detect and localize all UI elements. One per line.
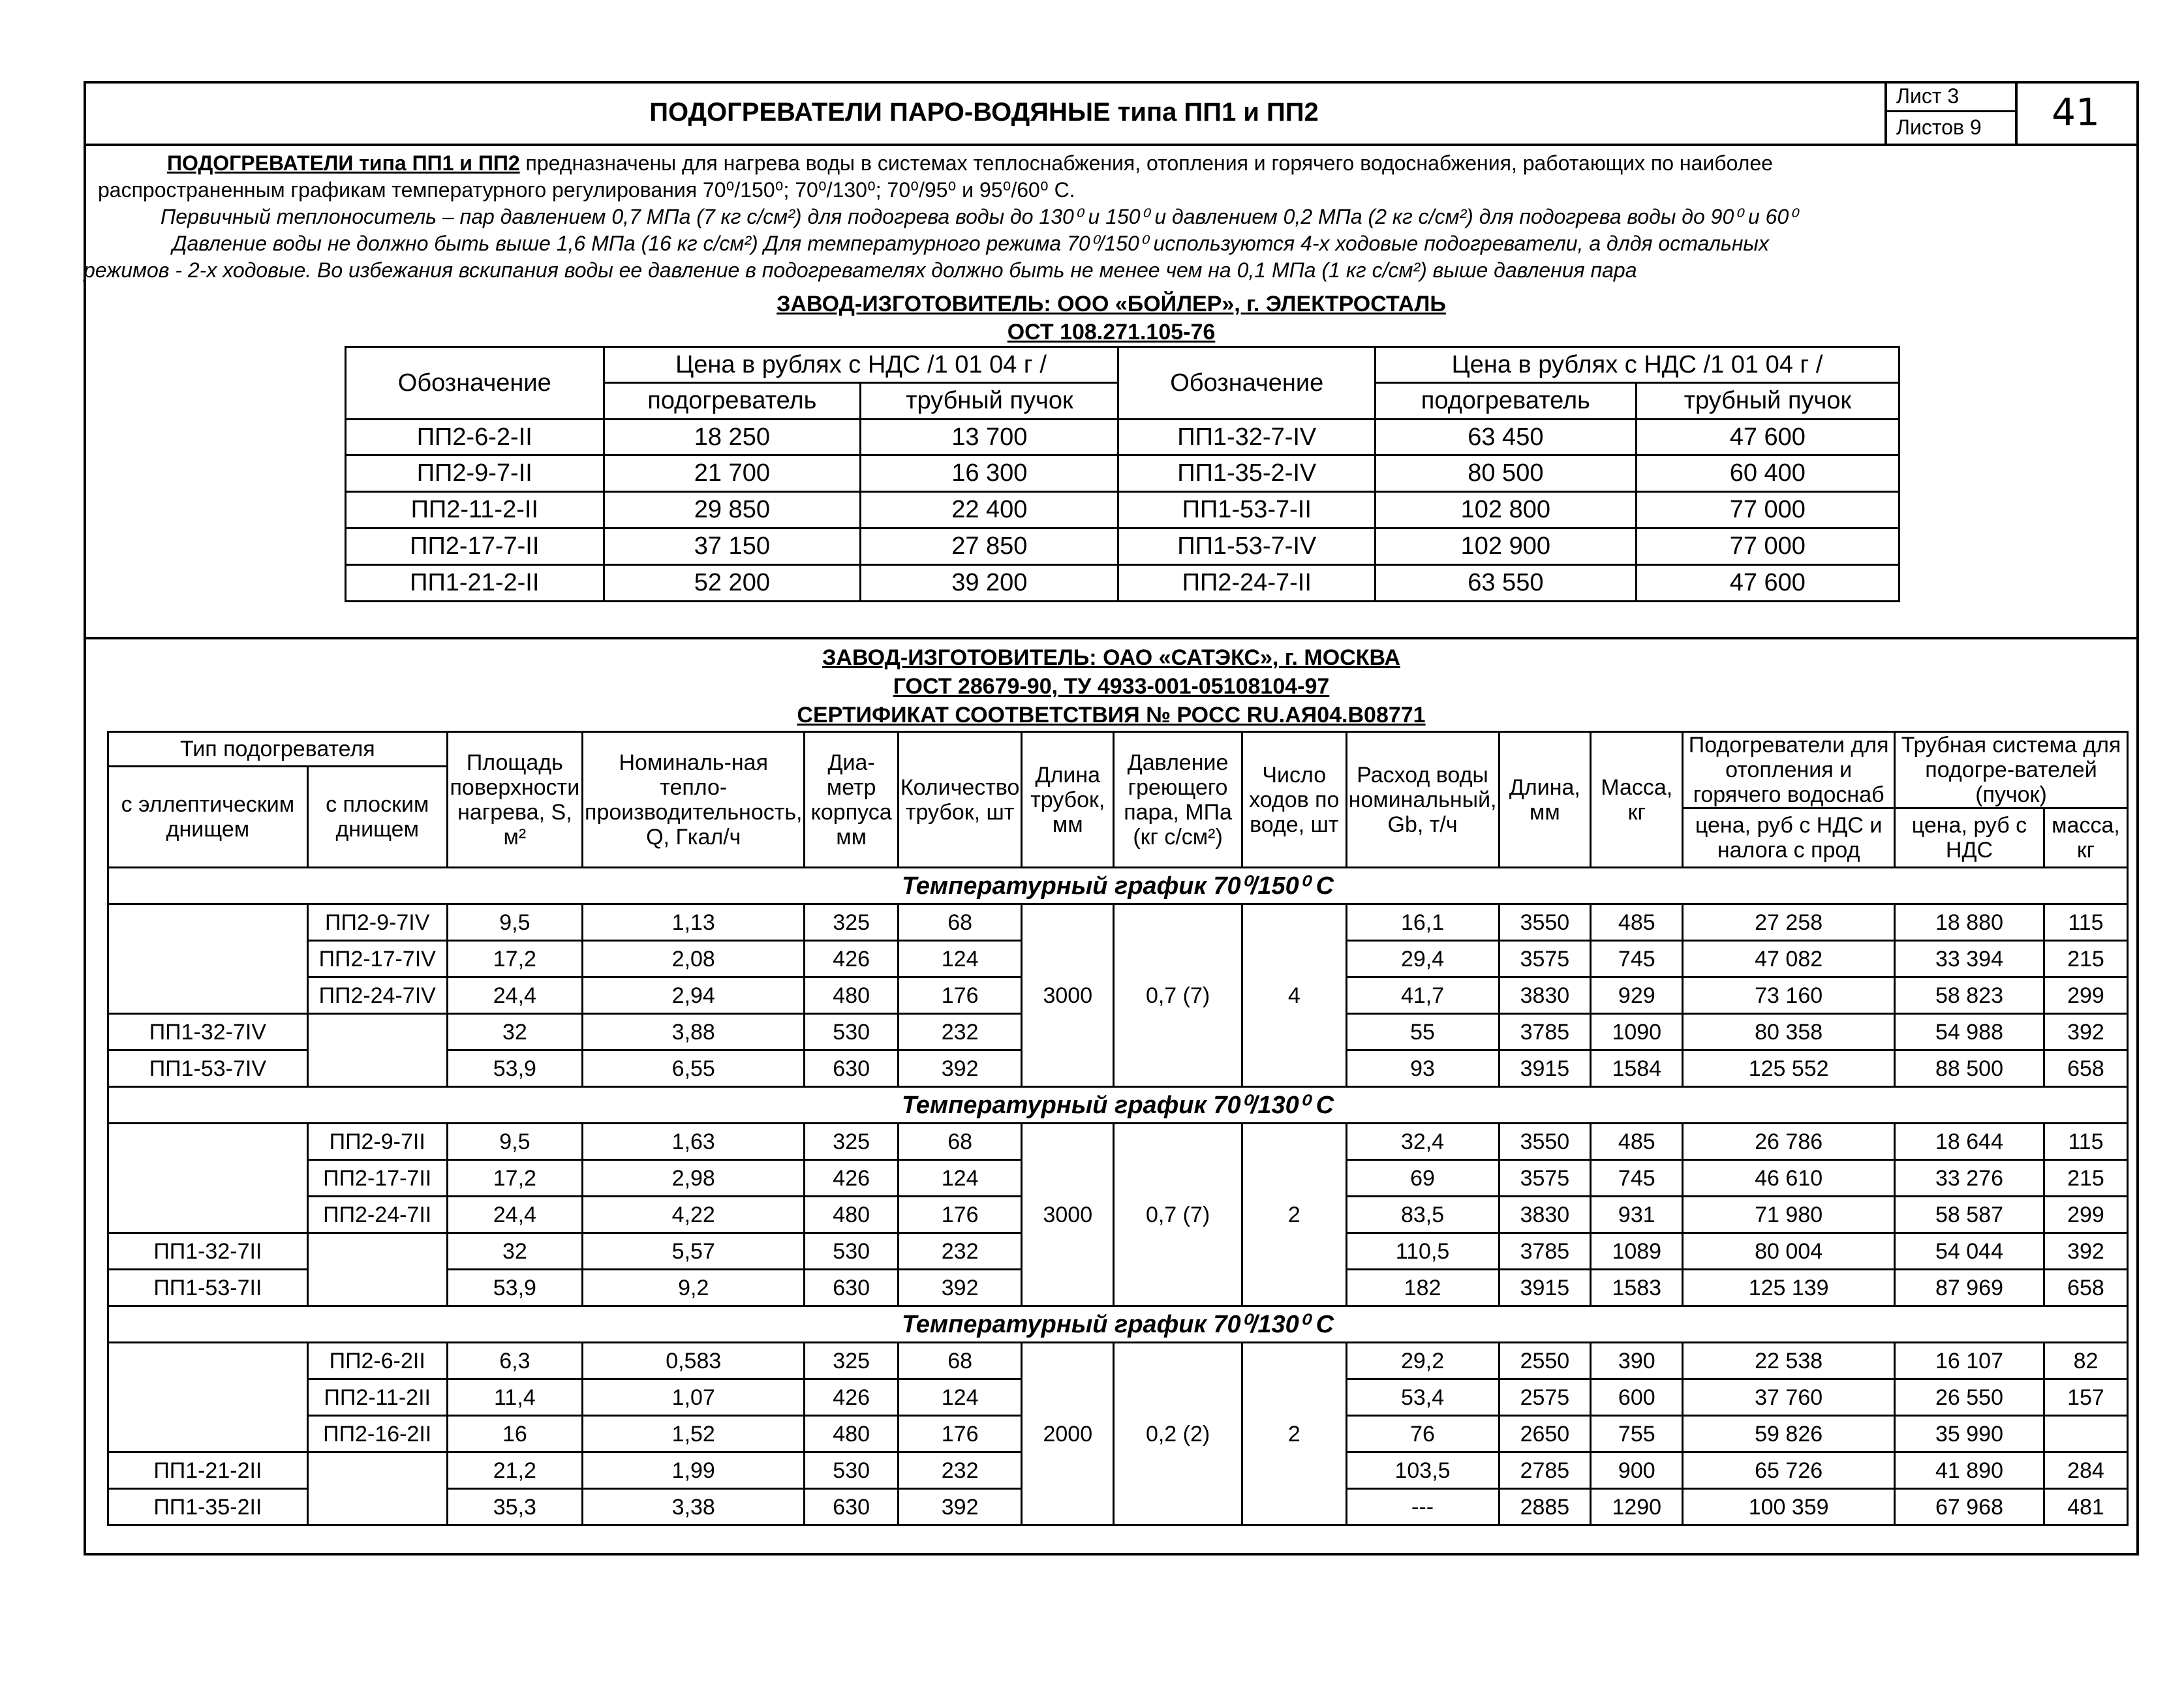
cell-diameter: 480 <box>805 1416 898 1452</box>
cell-heater-price: 125 139 <box>1683 1270 1895 1306</box>
cell-tubes: 232 <box>898 1233 1022 1270</box>
cell-pressure: 0,7 (7) <box>1114 904 1242 1087</box>
cell-tube-length: 3000 <box>1022 904 1114 1087</box>
table-row <box>108 904 2128 941</box>
h-mass: Масса, кг <box>1591 732 1683 868</box>
cell-capacity: 1,63 <box>583 1124 805 1160</box>
cell-bundle-price: 18 880 <box>1895 904 2044 941</box>
table-cell: 13 700 <box>861 420 1118 455</box>
h-flat: с плоским днищем <box>307 767 447 868</box>
cell-area: 6,3 <box>447 1343 582 1379</box>
intro-sentence: предназначены для нагрева воды в системах теплоснабжения, отопления и горячего водоснабжения, работающих по наиболее <box>519 151 1773 175</box>
cell-mass: 931 <box>1591 1197 1683 1233</box>
col-heater-1: подогреватель <box>604 383 861 420</box>
band-row <box>108 1306 2128 1343</box>
cell-flat: ПП2-17-7IV <box>307 941 447 977</box>
h-elliptic: с эллептическим днищем <box>108 767 308 868</box>
h-pressure: Давление греющего пара, МПа (кг с/см²) <box>1114 732 1242 868</box>
cell-area: 32 <box>447 1014 582 1050</box>
cell-capacity: 1,07 <box>583 1379 805 1416</box>
table-cell: ПП2-17-7-II <box>346 529 604 565</box>
cell-elliptic: ПП1-32-7IV <box>108 1014 308 1050</box>
cell-bundle-price: 33 394 <box>1895 941 2044 977</box>
cell-bundle-mass: 115 <box>2044 1124 2127 1160</box>
table-cell: ПП2-11-2-II <box>346 492 604 529</box>
cell-flat <box>307 1014 447 1087</box>
temperature-band: Температурный график 70⁰/130⁰ С <box>108 1087 2128 1124</box>
table-cell: 27 850 <box>861 529 1118 565</box>
h-capacity: Номиналь-ная тепло-производительность, Q, Гкал/ч <box>583 732 805 868</box>
cell-mass: 745 <box>1591 941 1683 977</box>
h-passes: Число ходов по воде, шт <box>1242 732 1347 868</box>
cell-area: 35,3 <box>447 1489 582 1525</box>
cell-area: 32 <box>447 1233 582 1270</box>
cell-heater-price: 71 980 <box>1683 1197 1895 1233</box>
cell-mass: 900 <box>1591 1452 1683 1489</box>
table-cell: ПП2-9-7-II <box>346 455 604 492</box>
table-cell: 102 800 <box>1376 492 1637 529</box>
h-bundle-system: Трубная система для подогре-вателей (пучок) <box>1895 732 2128 808</box>
cell-area: 53,9 <box>447 1270 582 1306</box>
cell-capacity: 3,88 <box>583 1014 805 1050</box>
cell-diameter: 426 <box>805 1160 898 1197</box>
cell-heater-price: 59 826 <box>1683 1416 1895 1452</box>
cell-elliptic <box>108 1124 308 1233</box>
temperature-band: Температурный график 70⁰/130⁰ С <box>108 1306 2128 1343</box>
cell-heater-price: 47 082 <box>1683 941 1895 977</box>
cell-tubes: 68 <box>898 1343 1022 1379</box>
cell-area: 9,5 <box>447 1124 582 1160</box>
intro-line-4: Давление воды не должно быть выше 1,6 МПа (16 кг с/см²) Для температурного режима 70⁰/150⁰ используются 4-х ходовые подогреватели, а длдя остальных <box>172 232 1769 255</box>
cell-length: 3830 <box>1499 977 1591 1014</box>
temperature-band: Температурный график 70⁰/150⁰ С <box>108 868 2128 904</box>
table-cell: ПП1-21-2-II <box>346 565 604 602</box>
table-row <box>346 529 1899 565</box>
cell-bundle-price: 58 587 <box>1895 1197 2044 1233</box>
table-cell: 102 900 <box>1376 529 1637 565</box>
intro-line-5: режимов - 2-х ходовые. Во избежания вскипания воды ее давление в подогревателях должно быть не менее чем на 0,1 МПа (1 кг с/см²) выше давления пара <box>84 258 1637 282</box>
cell-mass: 745 <box>1591 1160 1683 1197</box>
intro-heading: ПОДОГРЕВАТЕЛИ типа ПП1 и ПП2 <box>167 151 520 175</box>
table-row <box>346 492 1899 529</box>
table-row <box>108 1124 2128 1160</box>
sheet-info <box>1884 81 2015 144</box>
h-area: Площадь поверхности нагрева, S, м² <box>447 732 582 868</box>
cell-mass: 1090 <box>1591 1014 1683 1050</box>
cell-bundle-mass: 299 <box>2044 977 2127 1014</box>
cell-bundle-mass: 284 <box>2044 1452 2127 1489</box>
cell-heater-price: 37 760 <box>1683 1379 1895 1416</box>
cell-length: 3915 <box>1499 1270 1591 1306</box>
table-cell: 63 550 <box>1376 565 1637 602</box>
cell-pressure: 0,2 (2) <box>1114 1343 1242 1525</box>
cell-tubes: 124 <box>898 1160 1022 1197</box>
cell-flat <box>307 1233 447 1306</box>
cell-flow: 76 <box>1346 1416 1499 1452</box>
cell-flat: ПП2-11-2II <box>307 1379 447 1416</box>
cell-length: 3550 <box>1499 1124 1591 1160</box>
spec-table <box>107 731 2129 1526</box>
cell-flow: 16,1 <box>1346 904 1499 941</box>
band-row <box>108 868 2128 904</box>
h-diameter: Диа-метр корпуса мм <box>805 732 898 868</box>
cell-area: 53,9 <box>447 1050 582 1087</box>
cell-heater-price: 22 538 <box>1683 1343 1895 1379</box>
h-heater-price: цена, руб с НДС и налога с прод <box>1683 808 1895 868</box>
cell-elliptic: ПП1-53-7IV <box>108 1050 308 1087</box>
section-divider <box>84 637 2139 639</box>
cell-capacity: 5,57 <box>583 1233 805 1270</box>
cell-bundle-mass: 481 <box>2044 1489 2127 1525</box>
cell-bundle-mass: 215 <box>2044 941 2127 977</box>
cell-bundle-price: 54 988 <box>1895 1014 2044 1050</box>
h-bundle-price: цена, руб с НДС <box>1895 808 2044 868</box>
cell-heater-price: 46 610 <box>1683 1160 1895 1197</box>
cell-heater-price: 27 258 <box>1683 904 1895 941</box>
cell-tubes: 392 <box>898 1050 1022 1087</box>
cell-elliptic: ПП1-53-7II <box>108 1270 308 1306</box>
intro-line-3: Первичный теплоноситель – пар давлением 0,7 МПа (7 кг с/см²) для подогрева воды до 130⁰ и 150⁰ и давлением 0,2 МПа (2 кг с/см²) для подогрева воды до 90⁰ и 60⁰ <box>161 205 1798 228</box>
cell-bundle-mass: 115 <box>2044 904 2127 941</box>
cell-elliptic: ПП1-35-2II <box>108 1489 308 1525</box>
cell-elliptic <box>108 1343 308 1452</box>
cell-capacity: 2,08 <box>583 941 805 977</box>
cell-length: 3785 <box>1499 1014 1591 1050</box>
cell-flow: 29,4 <box>1346 941 1499 977</box>
price-table <box>345 346 1900 602</box>
cell-tubes: 176 <box>898 1416 1022 1452</box>
cell-bundle-mass <box>2044 1416 2127 1452</box>
table-cell: 47 600 <box>1636 565 1899 602</box>
table-cell: ПП1-35-2-IV <box>1118 455 1376 492</box>
h-type: Тип подогревателя <box>108 732 448 767</box>
cell-bundle-price: 16 107 <box>1895 1343 2044 1379</box>
cell-elliptic <box>108 904 308 1014</box>
cell-diameter: 325 <box>805 904 898 941</box>
cell-bundle-mass: 157 <box>2044 1379 2127 1416</box>
sheet-count: Листов 9 <box>1896 115 1982 139</box>
cell-capacity: 9,2 <box>583 1270 805 1306</box>
cell-bundle-price: 87 969 <box>1895 1270 2044 1306</box>
cell-mass: 1290 <box>1591 1489 1683 1525</box>
cell-diameter: 630 <box>805 1489 898 1525</box>
cell-diameter: 530 <box>805 1233 898 1270</box>
cell-flow: 55 <box>1346 1014 1499 1050</box>
table-cell: ПП2-6-2-II <box>346 420 604 455</box>
h-tube-length: Длина трубок, мм <box>1022 732 1114 868</box>
cell-mass: 755 <box>1591 1416 1683 1452</box>
table-row <box>108 1343 2128 1379</box>
cell-heater-price: 73 160 <box>1683 977 1895 1014</box>
cell-flow: 29,2 <box>1346 1343 1499 1379</box>
cell-bundle-price: 41 890 <box>1895 1452 2044 1489</box>
cell-mass: 485 <box>1591 904 1683 941</box>
col-designation-1: Обозначение <box>346 347 604 420</box>
cell-pressure: 0,7 (7) <box>1114 1124 1242 1306</box>
spec-table-body <box>108 868 2128 1525</box>
cell-diameter: 630 <box>805 1270 898 1306</box>
cell-elliptic: ПП1-32-7II <box>108 1233 308 1270</box>
cell-passes: 2 <box>1242 1343 1347 1525</box>
cell-area: 16 <box>447 1416 582 1452</box>
cell-mass: 1089 <box>1591 1233 1683 1270</box>
col-heater-2: подогреватель <box>1376 383 1637 420</box>
cell-tubes: 176 <box>898 1197 1022 1233</box>
table-cell: ПП2-24-7-II <box>1118 565 1376 602</box>
intro-text <box>84 150 2131 284</box>
cell-area: 21,2 <box>447 1452 582 1489</box>
maker1-name: ЗАВОД-ИЗГОТОВИТЕЛЬ: ООО «БОЙЛЕР», г. ЭЛЕКТРОСТАЛЬ <box>777 292 1446 316</box>
cell-flat: ПП2-16-2II <box>307 1416 447 1452</box>
cell-length: 2785 <box>1499 1452 1591 1489</box>
cell-tube-length: 2000 <box>1022 1343 1114 1525</box>
cell-bundle-mass: 299 <box>2044 1197 2127 1233</box>
col-bundle-2: трубный пучок <box>1636 383 1899 420</box>
cell-bundle-mass: 392 <box>2044 1233 2127 1270</box>
cell-flow: 110,5 <box>1346 1233 1499 1270</box>
cell-tubes: 176 <box>898 977 1022 1014</box>
intro-line-2: распространенным графикам температурного регулирования 70⁰/150⁰; 70⁰/130⁰; 70⁰/95⁰ и 95⁰/60⁰ С. <box>98 178 1075 202</box>
cell-diameter: 630 <box>805 1050 898 1087</box>
col-designation-2: Обозначение <box>1118 347 1376 420</box>
cell-heater-price: 80 358 <box>1683 1014 1895 1050</box>
maker2-standard: ГОСТ 28679-90, ТУ 4933-001-05108104-97 <box>893 674 1330 699</box>
cell-bundle-mass: 82 <box>2044 1343 2127 1379</box>
cell-area: 17,2 <box>447 941 582 977</box>
table-cell: ПП1-53-7-II <box>1118 492 1376 529</box>
table-cell: 21 700 <box>604 455 861 492</box>
cell-length: 2550 <box>1499 1343 1591 1379</box>
cell-capacity: 6,55 <box>583 1050 805 1087</box>
table-row <box>346 420 1899 455</box>
cell-length: 3550 <box>1499 904 1591 941</box>
cell-capacity: 2,98 <box>583 1160 805 1197</box>
intro-line-1 <box>89 150 2131 177</box>
table-cell: 47 600 <box>1636 420 1899 455</box>
cell-mass: 600 <box>1591 1379 1683 1416</box>
table-cell: 60 400 <box>1636 455 1899 492</box>
cell-diameter: 480 <box>805 1197 898 1233</box>
cell-bundle-mass: 658 <box>2044 1050 2127 1087</box>
maker2-certificate: СЕРТИФИКАТ СООТВЕТСТВИЯ № РОСС RU.АЯ04.В08771 <box>797 703 1426 728</box>
cell-tubes: 392 <box>898 1489 1022 1525</box>
cell-flow: 83,5 <box>1346 1197 1499 1233</box>
cell-flow: 93 <box>1346 1050 1499 1087</box>
cell-length: 3785 <box>1499 1233 1591 1270</box>
cell-mass: 1584 <box>1591 1050 1683 1087</box>
cell-flat: ПП2-9-7II <box>307 1124 447 1160</box>
table-row <box>346 455 1899 492</box>
cell-bundle-price: 58 823 <box>1895 977 2044 1014</box>
cell-flat: ПП2-9-7IV <box>307 904 447 941</box>
cell-length: 2885 <box>1499 1489 1591 1525</box>
table-cell: 63 450 <box>1376 420 1637 455</box>
cell-bundle-price: 26 550 <box>1895 1379 2044 1416</box>
table-cell: 39 200 <box>861 565 1118 602</box>
cell-flow: 32,4 <box>1346 1124 1499 1160</box>
cell-flow: 103,5 <box>1346 1452 1499 1489</box>
band-row <box>108 1087 2128 1124</box>
cell-mass: 1583 <box>1591 1270 1683 1306</box>
cell-flat: ПП2-6-2II <box>307 1343 447 1379</box>
h-tubes: Количество трубок, шт <box>898 732 1022 868</box>
cell-capacity: 2,94 <box>583 977 805 1014</box>
cell-bundle-mass: 658 <box>2044 1270 2127 1306</box>
cell-flow: 69 <box>1346 1160 1499 1197</box>
cell-capacity: 3,38 <box>583 1489 805 1525</box>
cell-flat: ПП2-17-7II <box>307 1160 447 1197</box>
cell-length: 3830 <box>1499 1197 1591 1233</box>
table-cell: 37 150 <box>604 529 861 565</box>
cell-area: 24,4 <box>447 1197 582 1233</box>
cell-tube-length: 3000 <box>1022 1124 1114 1306</box>
cell-capacity: 4,22 <box>583 1197 805 1233</box>
h-bundle-mass: масса, кг <box>2044 808 2127 868</box>
cell-bundle-price: 18 644 <box>1895 1124 2044 1160</box>
price-table-body <box>346 420 1899 602</box>
cell-bundle-price: 35 990 <box>1895 1416 2044 1452</box>
maker1-standard: ОСТ 108.271.105-76 <box>1007 320 1216 345</box>
cell-mass: 485 <box>1591 1124 1683 1160</box>
cell-mass: 390 <box>1591 1343 1683 1379</box>
cell-tubes: 124 <box>898 941 1022 977</box>
cell-flow: 53,4 <box>1346 1379 1499 1416</box>
cell-heater-price: 125 552 <box>1683 1050 1895 1087</box>
cell-length: 2650 <box>1499 1416 1591 1452</box>
cell-area: 9,5 <box>447 904 582 941</box>
col-bundle-1: трубный пучок <box>861 383 1118 420</box>
cell-passes: 2 <box>1242 1124 1347 1306</box>
cell-length: 3575 <box>1499 1160 1591 1197</box>
cell-area: 17,2 <box>447 1160 582 1197</box>
cell-elliptic: ПП1-21-2II <box>108 1452 308 1489</box>
table-cell: ПП1-32-7-IV <box>1118 420 1376 455</box>
cell-tubes: 68 <box>898 904 1022 941</box>
table-cell: 18 250 <box>604 420 861 455</box>
cell-heater-price: 65 726 <box>1683 1452 1895 1489</box>
cell-capacity: 1,13 <box>583 904 805 941</box>
cell-heater-price: 80 004 <box>1683 1233 1895 1270</box>
table-row <box>346 565 1899 602</box>
cell-area: 11,4 <box>447 1379 582 1416</box>
table-cell: 52 200 <box>604 565 861 602</box>
cell-tubes: 392 <box>898 1270 1022 1306</box>
cell-flow: --- <box>1346 1489 1499 1525</box>
cell-length: 2575 <box>1499 1379 1591 1416</box>
cell-capacity: 0,583 <box>583 1343 805 1379</box>
col-price-2: Цена в рублях с НДС /1 01 04 г / <box>1376 347 1899 383</box>
cell-bundle-mass: 392 <box>2044 1014 2127 1050</box>
cell-bundle-price: 67 968 <box>1895 1489 2044 1525</box>
h-heaters: Подогреватели для отопления и горячего водоснаб <box>1683 732 1895 808</box>
cell-mass: 929 <box>1591 977 1683 1014</box>
cell-length: 3915 <box>1499 1050 1591 1087</box>
cell-diameter: 426 <box>805 941 898 977</box>
cell-diameter: 325 <box>805 1343 898 1379</box>
cell-capacity: 1,99 <box>583 1452 805 1489</box>
table-cell: 29 850 <box>604 492 861 529</box>
maker2-name: ЗАВОД-ИЗГОТОВИТЕЛЬ: ОАО «САТЭКС», г. МОСКВА <box>822 645 1400 670</box>
cell-length: 3575 <box>1499 941 1591 977</box>
cell-passes: 4 <box>1242 904 1347 1087</box>
cell-heater-price: 100 359 <box>1683 1489 1895 1525</box>
cell-tubes: 124 <box>898 1379 1022 1416</box>
table-cell: 16 300 <box>861 455 1118 492</box>
cell-diameter: 530 <box>805 1014 898 1050</box>
h-flow: Расход воды номинальный, Gb, т/ч <box>1346 732 1499 868</box>
cell-capacity: 1,52 <box>583 1416 805 1452</box>
cell-heater-price: 26 786 <box>1683 1124 1895 1160</box>
cell-tubes: 232 <box>898 1014 1022 1050</box>
cell-area: 24,4 <box>447 977 582 1014</box>
cell-flat: ПП2-24-7II <box>307 1197 447 1233</box>
cell-tubes: 232 <box>898 1452 1022 1489</box>
cell-flow: 182 <box>1346 1270 1499 1306</box>
cell-bundle-price: 88 500 <box>1895 1050 2044 1087</box>
table-cell: 77 000 <box>1636 492 1899 529</box>
cell-flow: 41,7 <box>1346 977 1499 1014</box>
page-title: ПОДОГРЕВАТЕЛИ ПАРО-ВОДЯНЫЕ типа ПП1 и ПП2 <box>649 97 1319 127</box>
table-cell: 77 000 <box>1636 529 1899 565</box>
cell-bundle-mass: 215 <box>2044 1160 2127 1197</box>
cell-bundle-price: 54 044 <box>1895 1233 2044 1270</box>
table-cell: 80 500 <box>1376 455 1637 492</box>
cell-diameter: 325 <box>805 1124 898 1160</box>
page-number: 41 <box>2015 81 2134 144</box>
cell-flat: ПП2-24-7IV <box>307 977 447 1014</box>
cell-flat <box>307 1452 447 1525</box>
cell-bundle-price: 33 276 <box>1895 1160 2044 1197</box>
sheet-number: Лист 3 <box>1887 81 2015 112</box>
table-cell: 22 400 <box>861 492 1118 529</box>
cell-tubes: 68 <box>898 1124 1022 1160</box>
cell-diameter: 480 <box>805 977 898 1014</box>
cell-diameter: 426 <box>805 1379 898 1416</box>
h-length: Длина, мм <box>1499 732 1591 868</box>
sheet-header <box>84 81 2139 146</box>
table-cell: ПП1-53-7-IV <box>1118 529 1376 565</box>
col-price-1: Цена в рублях с НДС /1 01 04 г / <box>604 347 1118 383</box>
cell-diameter: 530 <box>805 1452 898 1489</box>
